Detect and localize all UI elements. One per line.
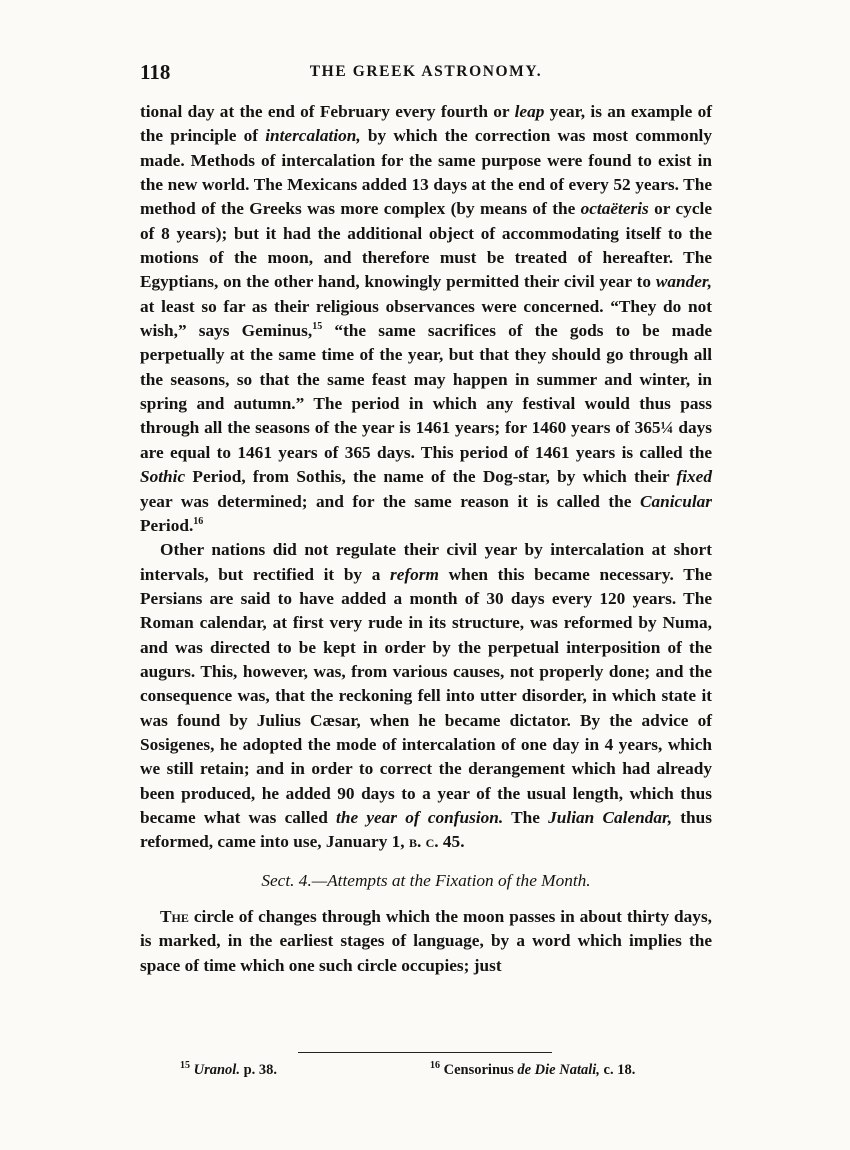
running-title: THE GREEK ASTRONOMY. [309, 63, 543, 80]
drop-word: The [160, 907, 189, 926]
footnote-divider [298, 1052, 552, 1053]
paragraph-reform: Other nations did not regulate their civil year by intercalation at short intervals, but rectified it by a reform when this became necessary. The Persians are said to have added a month of 30 days every 120 years. The Roman calendar, at first very rude in its structure, was reformed by Numa, and was directed to be kept in order by the perpetual interposition of the augurs. This, however, was, from various causes, not properly done; and the consequence was, that the reckoning fell into utter disorder, in which state it was found by Julius Cæsar, when he became dictator. By the advice of Sosigenes, he adopted the mode of intercalation of one day in 4 years, which we still retain; and in order to correct the derangement which had already been produced, he added 90 days to a year of the usual length, which thus became what was called the year of confusion. The Julian Calendar, thus reformed, came into use, January 1, b. c. 45. [140, 540, 713, 852]
section-heading: Sect. 4.—Attempts at the Fixation of the Month. [261, 870, 591, 890]
footnote-15: $^{15}$ Uranol. p. 38. [180, 1060, 278, 1078]
footnotes [180, 1062, 700, 1084]
footnote-ref-16: 16 [193, 516, 204, 528]
paragraph-intercalation: tional day at the end of February every fourth or leap year, is an example of the principle of intercalation, by which the correction was most commonly made. Methods of intercalation for the same purpose were found to exist in the new world. The Mexicans added 13 days at the end of every 52 years. The method of the Greeks was more complex (by means of the octaëteris or cycle of 8 years); but it had the additional object of accommodating itself to the motions of the moon, and therefore must be treated of hereafter. The Egyptians, on the other hand, knowingly permitted their civil year to wander, at least so far as their religious observances were concerned. “They do not wish,” says Geminus,$^{15}$ “the same sacrifices of the gods to be made perpetually at the same time of the year, but that they should go through all the seasons, so that the same feast may happen in summer and winter, in spring and autumn.” The period in which any festival would thus pass through all the seasons of the year is 1461 years; for 1460 years of 365¼ days are equal to 1461 years of 365 days. This period of 1461 years is called the Sothic Period, from Sothis, the name of the Dog-star, by which their fixed year was determined; and for the same reason it is called the Canicular Period.$^{16}$ [140, 102, 713, 535]
footnote-16: $^{16}$ Censorinus de Die Natali, c. 18. [430, 1060, 636, 1078]
page-header [140, 60, 712, 88]
paragraph-month: The circle of changes through which the moon passes in about thirty days, is marked, in the earliest stages of language, by a word which implies the space of time which one such circle occupies; just [140, 907, 712, 975]
footnote-ref-15: 15 [312, 321, 323, 333]
page-number: 118 [140, 60, 171, 84]
body-text [140, 100, 712, 978]
